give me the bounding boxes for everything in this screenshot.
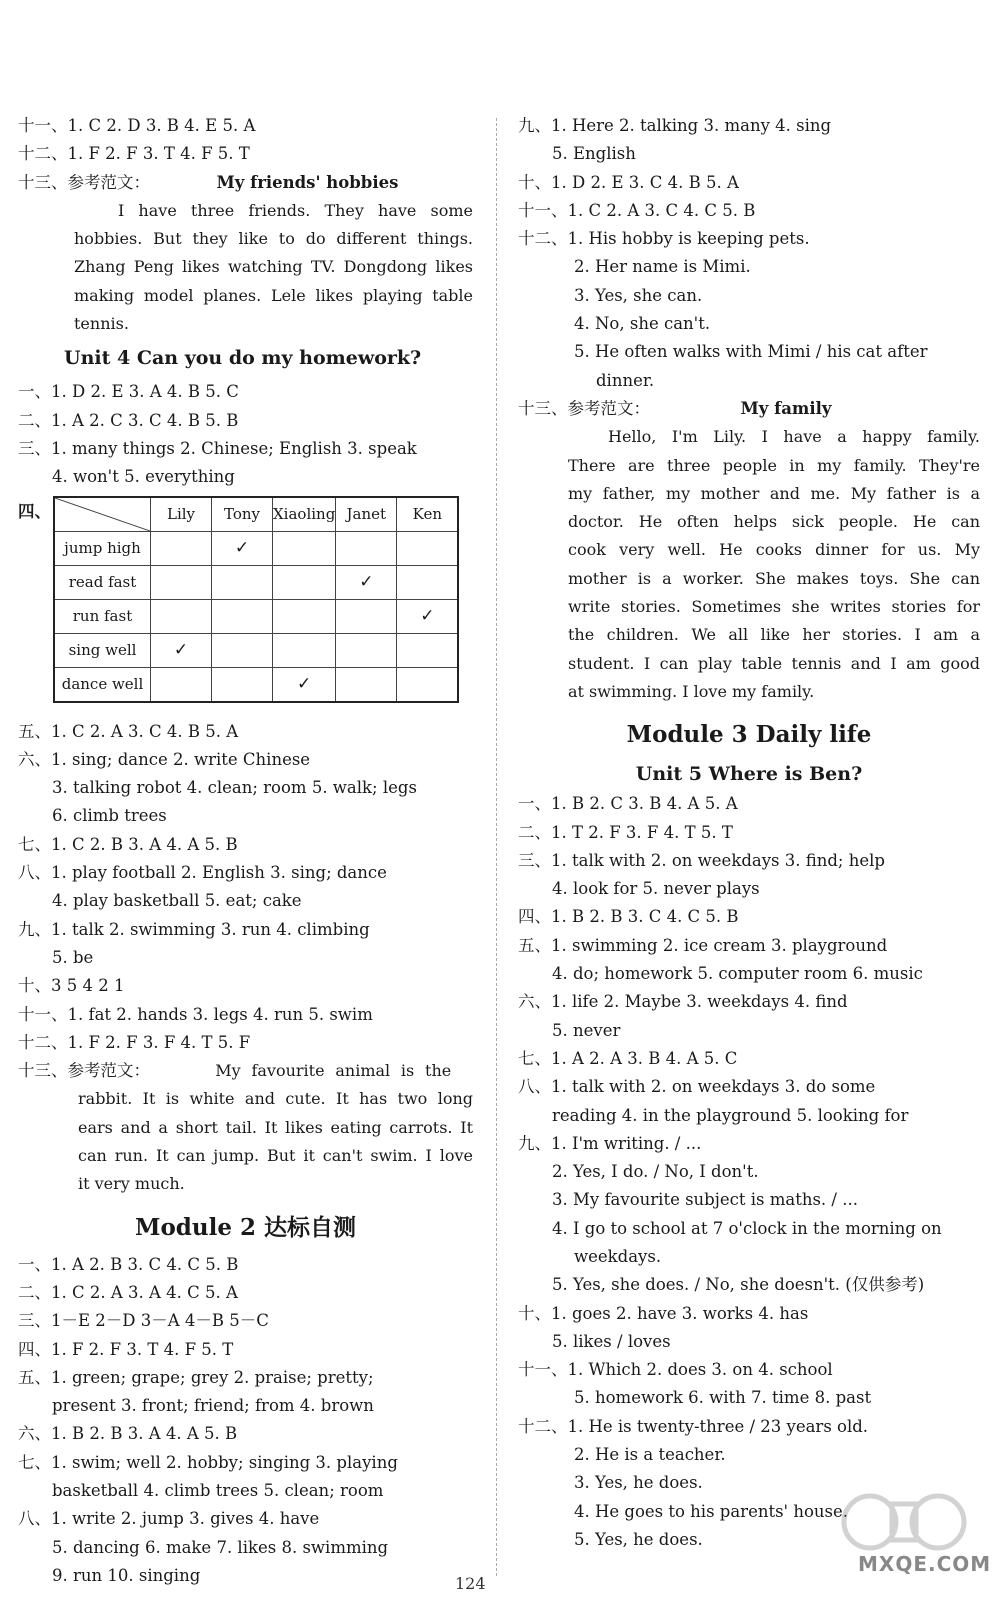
answer-line: 六、1. sing; dance 2. write Chinese: [18, 749, 311, 769]
check-cell: [151, 599, 212, 633]
answer-line: 十二、1. He is twenty-three / 23 years old.: [518, 1416, 869, 1436]
answer-line: 5. He often walks with Mimi / his cat after: [574, 342, 928, 362]
answer-line: 5. be: [52, 947, 94, 967]
answer-line: 四、1. F 2. F 3. T 4. F 5. T: [18, 1339, 234, 1359]
check-cell: [397, 531, 459, 565]
answer-line: 十一、1. fat 2. hands 3. legs 4. run 5. swim: [18, 1004, 373, 1024]
essay-line: student. I can play table tennis and I am good: [568, 653, 980, 673]
section-label: 十三、参考范文：: [518, 398, 650, 418]
check-cell: [212, 565, 273, 599]
table-row: [54, 531, 458, 565]
column-header: Janet: [336, 497, 397, 532]
answer-line: 6. climb trees: [52, 806, 167, 826]
check-cell: [212, 599, 273, 633]
ability-table-block: [18, 492, 473, 718]
answer-line: 十一、1. C 2. D 3. B 4. E 5. A: [18, 116, 256, 135]
watermark-text: MXQE.COM: [858, 1552, 992, 1576]
answer-line: 一、1. B 2. C 3. B 4. A 5. A: [518, 794, 738, 814]
answer-line: 九、1. talk 2. swimming 3. run 4. climbing: [18, 919, 370, 939]
answer-line: 9. run 10. singing: [52, 1565, 201, 1585]
answer-line: 2. Yes, I do. / No, I don't.: [552, 1162, 759, 1182]
check-cell: [397, 667, 459, 702]
essay-line: mother is a worker. She makes toys. She can: [568, 568, 980, 588]
answer-line: 十二、1. His hobby is keeping pets.: [518, 229, 810, 249]
essay-line: making model planes. Lele likes playing table: [74, 285, 473, 305]
answer-line: 七、1. swim; well 2. hobby; singing 3. playing: [18, 1452, 398, 1472]
answer-line: 七、1. C 2. B 3. A 4. A 5. B: [18, 834, 238, 854]
answer-line: 二、1. A 2. C 3. C 4. B 5. B: [18, 410, 239, 430]
check-cell: [336, 633, 397, 667]
column-header: Ken: [397, 497, 459, 532]
essay-line: Zhang Peng likes watching TV. Dongdong likes: [74, 257, 473, 277]
check-cell: [273, 565, 336, 599]
answer-line: 3. Yes, he does.: [574, 1473, 703, 1493]
essay-line: cook very well. He cooks dinner for us. My: [568, 540, 980, 560]
unit-title: Unit 5 Where is Ben?: [635, 763, 863, 786]
essay-line: my father, my mother and me. My father is a: [568, 483, 980, 503]
answer-line: 5. English: [552, 144, 636, 164]
check-cell: [336, 599, 397, 633]
answer-line: 三、1－E 2－D 3－A 4－B 5－C: [18, 1311, 269, 1331]
row-label: sing well: [54, 633, 151, 667]
answer-line: 八、1. play football 2. English 3. sing; dance: [18, 863, 387, 883]
answer-line: 八、1. write 2. jump 3. gives 4. have: [18, 1509, 320, 1529]
column-divider: [496, 118, 497, 1576]
answer-line: 十、1. D 2. E 3. C 4. B 5. A: [518, 172, 739, 192]
answer-line: 二、1. T 2. F 3. F 4. T 5. T: [518, 822, 733, 842]
essay-title: My friends' hobbies: [216, 172, 399, 192]
answer-line: 5. homework 6. with 7. time 8. past: [574, 1388, 872, 1408]
essay-line: hobbies. But they like to do different things.: [74, 229, 473, 249]
essay-header: [18, 169, 473, 197]
answer-line: basketball 4. climb trees 5. clean; room: [52, 1480, 384, 1500]
essay-line: write stories. Sometimes she writes stories for: [568, 597, 980, 617]
check-cell: [336, 667, 397, 702]
column-header: Lily: [151, 497, 212, 532]
check-cell: [397, 633, 459, 667]
answer-line: 七、1. A 2. A 3. B 4. A 5. C: [518, 1048, 738, 1068]
row-label: dance well: [54, 667, 151, 702]
essay-line: I have three friends. They have some: [118, 200, 473, 220]
check-cell: [151, 667, 212, 702]
answer-line: 5. dancing 6. make 7. likes 8. swimming: [52, 1537, 389, 1557]
unit-title: Unit 4 Can you do my homework?: [64, 347, 422, 370]
check-cell: ✓: [212, 531, 273, 565]
answer-line: reading 4. in the playground 5. looking for: [552, 1105, 909, 1125]
check-cell: [212, 633, 273, 667]
answer-line: 三、1. talk with 2. on weekdays 3. find; help: [518, 850, 885, 870]
answer-line: 十二、1. F 2. F 3. T 4. F 5. T: [18, 144, 250, 164]
answer-line: 五、1. swimming 2. ice cream 3. playground: [518, 935, 888, 955]
answer-line: 八、1. talk with 2. on weekdays 3. do some: [518, 1077, 876, 1097]
section-label: 四、: [18, 501, 51, 521]
right-column: [518, 112, 980, 1554]
answer-line: 十一、1. C 2. A 3. C 4. C 5. B: [518, 200, 756, 220]
check-cell: ✓: [151, 633, 212, 667]
answer-line: 十、3 5 4 2 1: [18, 976, 125, 996]
answer-line: present 3. front; friend; from 4. brown: [52, 1396, 374, 1416]
answer-line: 4. look for 5. never plays: [552, 879, 760, 899]
row-label: run fast: [54, 599, 151, 633]
answer-line: 一、1. D 2. E 3. A 4. B 5. C: [18, 382, 239, 402]
answer-line: 十、1. goes 2. have 3. works 4. has: [518, 1303, 809, 1323]
essay-line: tennis.: [74, 314, 129, 334]
answer-line: 六、1. B 2. B 3. A 4. A 5. B: [18, 1424, 238, 1444]
check-cell: ✓: [273, 667, 336, 702]
essay-line: ears and a short tail. It likes eating carrots. It: [78, 1117, 473, 1137]
answer-line: dinner.: [596, 370, 655, 390]
answer-line: 4. play basketball 5. eat; cake: [52, 891, 302, 911]
table-row: [54, 599, 458, 633]
answer-line: 五、1. C 2. A 3. C 4. B 5. A: [18, 721, 239, 741]
check-cell: [151, 565, 212, 599]
check-cell: [273, 599, 336, 633]
answer-line: 3. My favourite subject is maths. / ...: [552, 1190, 858, 1210]
answer-line: 六、1. life 2. Maybe 3. weekdays 4. find: [518, 992, 848, 1012]
answer-line: 一、1. A 2. B 3. C 4. C 5. B: [18, 1254, 239, 1274]
check-cell: [397, 565, 459, 599]
answer-line: 四、1. B 2. B 3. C 4. C 5. B: [518, 907, 739, 927]
answer-line: 4. do; homework 5. computer room 6. music: [552, 964, 923, 984]
essay-title: My family: [740, 398, 832, 418]
answer-line: 5. never: [552, 1020, 621, 1040]
essay-line: rabbit. It is white and cute. It has two long: [78, 1089, 473, 1109]
ability-table: [53, 496, 459, 703]
answer-line: 九、1. I'm writing. / ...: [518, 1133, 702, 1153]
answer-line: 九、1. Here 2. talking 3. many 4. sing: [518, 116, 832, 135]
page-number: 124: [455, 1574, 486, 1593]
answer-line: 三、1. many things 2. Chinese; English 3. speak: [18, 438, 417, 458]
table-row: [54, 667, 458, 702]
left-column: [18, 112, 473, 1590]
module-title: Module 2 达标自测: [135, 1213, 356, 1241]
essay-line: Hello, I'm Lily. I have a happy family.: [608, 427, 980, 447]
answer-line: 3. Yes, she can.: [574, 285, 703, 305]
answer-line: 二、1. C 2. A 3. A 4. C 5. A: [18, 1282, 238, 1302]
module-title: Module 3 Daily life: [626, 721, 872, 749]
answer-line: 4. won't 5. everything: [52, 467, 235, 487]
essay-header: [18, 1057, 473, 1085]
answer-line: 4. He goes to his parents' house.: [574, 1501, 849, 1521]
answer-line: weekdays.: [574, 1246, 662, 1266]
check-cell: [336, 531, 397, 565]
answer-line: 十一、1. Which 2. does 3. on 4. school: [518, 1360, 833, 1380]
essay-line: at swimming. I love my family.: [568, 681, 815, 701]
check-cell: [151, 531, 212, 565]
section-label: 十三、参考范文：: [18, 172, 150, 192]
answer-line: 4. No, she can't.: [574, 314, 711, 334]
answer-line: 5. Yes, she does. / No, she doesn't. (仅供参考): [552, 1275, 925, 1295]
answer-line: 十二、1. F 2. F 3. F 4. T 5. F: [18, 1032, 251, 1052]
check-cell: [212, 667, 273, 702]
table-row: [54, 633, 458, 667]
row-label: jump high: [54, 531, 151, 565]
answer-line: 4. I go to school at 7 o'clock in the morning on: [552, 1218, 942, 1238]
column-header: Xiaoling: [273, 497, 336, 532]
answer-line: 5. likes / loves: [552, 1331, 671, 1351]
check-cell: [273, 633, 336, 667]
answer-line: 3. talking robot 4. clean; room 5. walk; legs: [52, 778, 417, 798]
section-label: 十三、参考范文：: [18, 1061, 150, 1081]
essay-line: My favourite animal is the: [215, 1061, 452, 1081]
check-cell: ✓: [336, 565, 397, 599]
check-cell: [273, 531, 336, 565]
essay-line: it very much.: [78, 1174, 185, 1194]
answer-line: 5. Yes, he does.: [574, 1529, 703, 1549]
table-corner: [54, 497, 151, 532]
answer-line: 2. He is a teacher.: [574, 1445, 726, 1465]
check-cell: ✓: [397, 599, 459, 633]
answer-line: 五、1. green; grape; grey 2. praise; pretty;: [18, 1367, 374, 1387]
essay-line: There are three people in my family. They're: [568, 455, 980, 475]
essay-line: doctor. He often helps sick people. He can: [568, 512, 980, 532]
answer-line: 2. Her name is Mimi.: [574, 257, 751, 277]
essay-header: [518, 395, 980, 423]
table-row: [54, 565, 458, 599]
column-header: Tony: [212, 497, 273, 532]
row-label: read fast: [54, 565, 151, 599]
essay-line: can run. It can jump. But it can't swim. I love: [78, 1146, 473, 1166]
essay-line: the children. We all like her stories. I am a: [568, 625, 980, 645]
